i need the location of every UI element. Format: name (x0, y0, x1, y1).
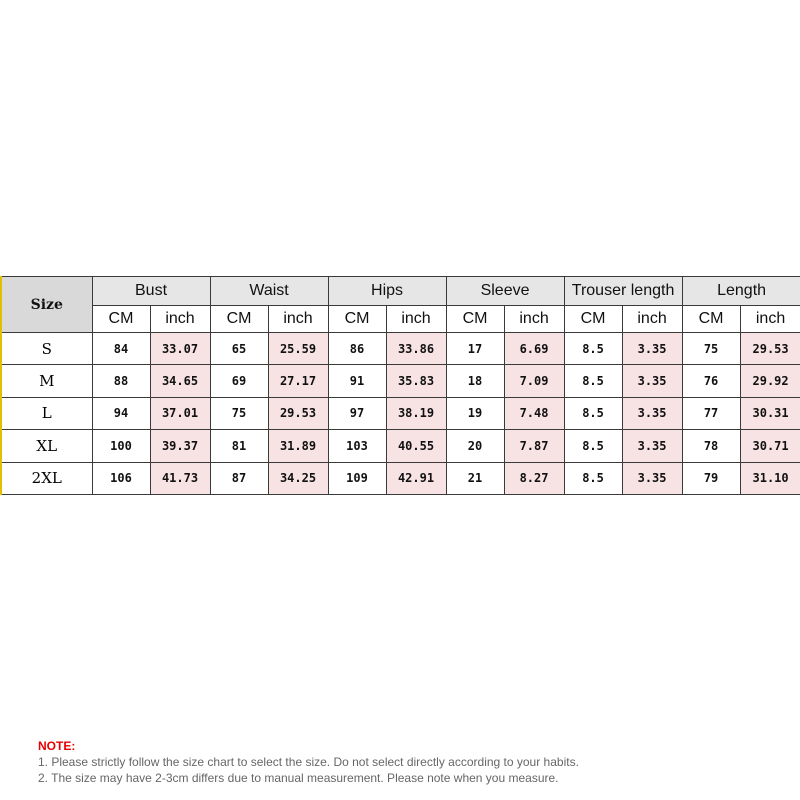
inch-value-cell: 35.83 (386, 365, 446, 397)
inch-value-cell: 33.07 (150, 333, 210, 365)
cm-value-cell: 79 (682, 462, 740, 494)
inch-value-cell: 30.71 (740, 430, 800, 462)
cm-value-cell: 20 (446, 430, 504, 462)
inch-value-cell: 38.19 (386, 397, 446, 429)
inch-value-cell: 7.09 (504, 365, 564, 397)
inch-value-cell: 42.91 (386, 462, 446, 494)
inch-value-cell: 27.17 (268, 365, 328, 397)
cm-value-cell: 76 (682, 365, 740, 397)
inch-value-cell: 30.31 (740, 397, 800, 429)
inch-value-cell: 25.59 (268, 333, 328, 365)
size-label: L (1, 397, 92, 429)
cm-value-cell: 8.5 (564, 462, 622, 494)
inch-value-cell: 39.37 (150, 430, 210, 462)
size-label: M (1, 365, 92, 397)
cm-value-cell: 8.5 (564, 430, 622, 462)
inch-value-cell: 37.01 (150, 397, 210, 429)
inch-value-cell: 29.53 (268, 397, 328, 429)
notes-section (38, 738, 579, 786)
inch-value-cell: 34.25 (268, 462, 328, 494)
sleeve-header: Sleeve (446, 277, 564, 306)
bust-header: Bust (92, 277, 210, 306)
size-row (1, 333, 800, 365)
unit-inch-header: inch (150, 306, 210, 333)
note-line: 2. The size may have 2-3cm differs due to manual measurement. Please note when you measure. (38, 771, 559, 785)
inch-value-cell: 3.35 (622, 430, 682, 462)
inch-value-cell: 29.92 (740, 365, 800, 397)
cm-value-cell: 88 (92, 365, 150, 397)
unit-cm-header: CM (210, 306, 268, 333)
unit-cm-header: CM (328, 306, 386, 333)
note-title: NOTE: (38, 739, 76, 753)
unit-cm-header: CM (682, 306, 740, 333)
note-line: 1. Please strictly follow the size chart to select the size. Do not select directly according to your habits. (38, 755, 579, 769)
inch-value-cell: 40.55 (386, 430, 446, 462)
cm-value-cell: 69 (210, 365, 268, 397)
unit-cm-header: CM (446, 306, 504, 333)
cm-value-cell: 94 (92, 397, 150, 429)
size-label: S (1, 333, 92, 365)
inch-value-cell: 29.53 (740, 333, 800, 365)
trouser-length-header: Trouser length (564, 277, 682, 306)
cm-value-cell: 97 (328, 397, 386, 429)
cm-value-cell: 106 (92, 462, 150, 494)
cm-value-cell: 21 (446, 462, 504, 494)
inch-value-cell: 34.65 (150, 365, 210, 397)
cm-value-cell: 8.5 (564, 365, 622, 397)
unit-inch-header: inch (504, 306, 564, 333)
unit-inch-header: inch (386, 306, 446, 333)
unit-inch-header: inch (740, 306, 800, 333)
inch-value-cell: 3.35 (622, 365, 682, 397)
size-row (1, 365, 800, 397)
cm-value-cell: 87 (210, 462, 268, 494)
cm-value-cell: 75 (682, 333, 740, 365)
cm-value-cell: 81 (210, 430, 268, 462)
size-column-header: Size (1, 277, 92, 333)
cm-value-cell: 100 (92, 430, 150, 462)
cm-value-cell: 77 (682, 397, 740, 429)
inch-value-cell: 31.89 (268, 430, 328, 462)
cm-value-cell: 75 (210, 397, 268, 429)
size-chart-table (0, 276, 800, 495)
cm-value-cell: 78 (682, 430, 740, 462)
inch-value-cell: 33.86 (386, 333, 446, 365)
size-label: XL (1, 430, 92, 462)
cm-value-cell: 18 (446, 365, 504, 397)
cm-value-cell: 91 (328, 365, 386, 397)
size-label: 2XL (1, 462, 92, 494)
header-row-units (1, 306, 800, 333)
unit-inch-header: inch (622, 306, 682, 333)
unit-cm-header: CM (564, 306, 622, 333)
size-row (1, 462, 800, 494)
unit-inch-header: inch (268, 306, 328, 333)
size-row (1, 430, 800, 462)
hips-header: Hips (328, 277, 446, 306)
unit-cm-header: CM (92, 306, 150, 333)
cm-value-cell: 84 (92, 333, 150, 365)
length-header: Length (682, 277, 800, 306)
cm-value-cell: 65 (210, 333, 268, 365)
inch-value-cell: 3.35 (622, 397, 682, 429)
inch-value-cell: 8.27 (504, 462, 564, 494)
inch-value-cell: 3.35 (622, 462, 682, 494)
cm-value-cell: 109 (328, 462, 386, 494)
cm-value-cell: 17 (446, 333, 504, 365)
inch-value-cell: 7.48 (504, 397, 564, 429)
cm-value-cell: 19 (446, 397, 504, 429)
size-chart-body (1, 277, 800, 495)
cm-value-cell: 8.5 (564, 397, 622, 429)
cm-value-cell: 103 (328, 430, 386, 462)
header-row-groups (1, 277, 800, 306)
cm-value-cell: 86 (328, 333, 386, 365)
inch-value-cell: 3.35 (622, 333, 682, 365)
inch-value-cell: 41.73 (150, 462, 210, 494)
size-row (1, 397, 800, 429)
inch-value-cell: 6.69 (504, 333, 564, 365)
inch-value-cell: 31.10 (740, 462, 800, 494)
cm-value-cell: 8.5 (564, 333, 622, 365)
inch-value-cell: 7.87 (504, 430, 564, 462)
waist-header: Waist (210, 277, 328, 306)
